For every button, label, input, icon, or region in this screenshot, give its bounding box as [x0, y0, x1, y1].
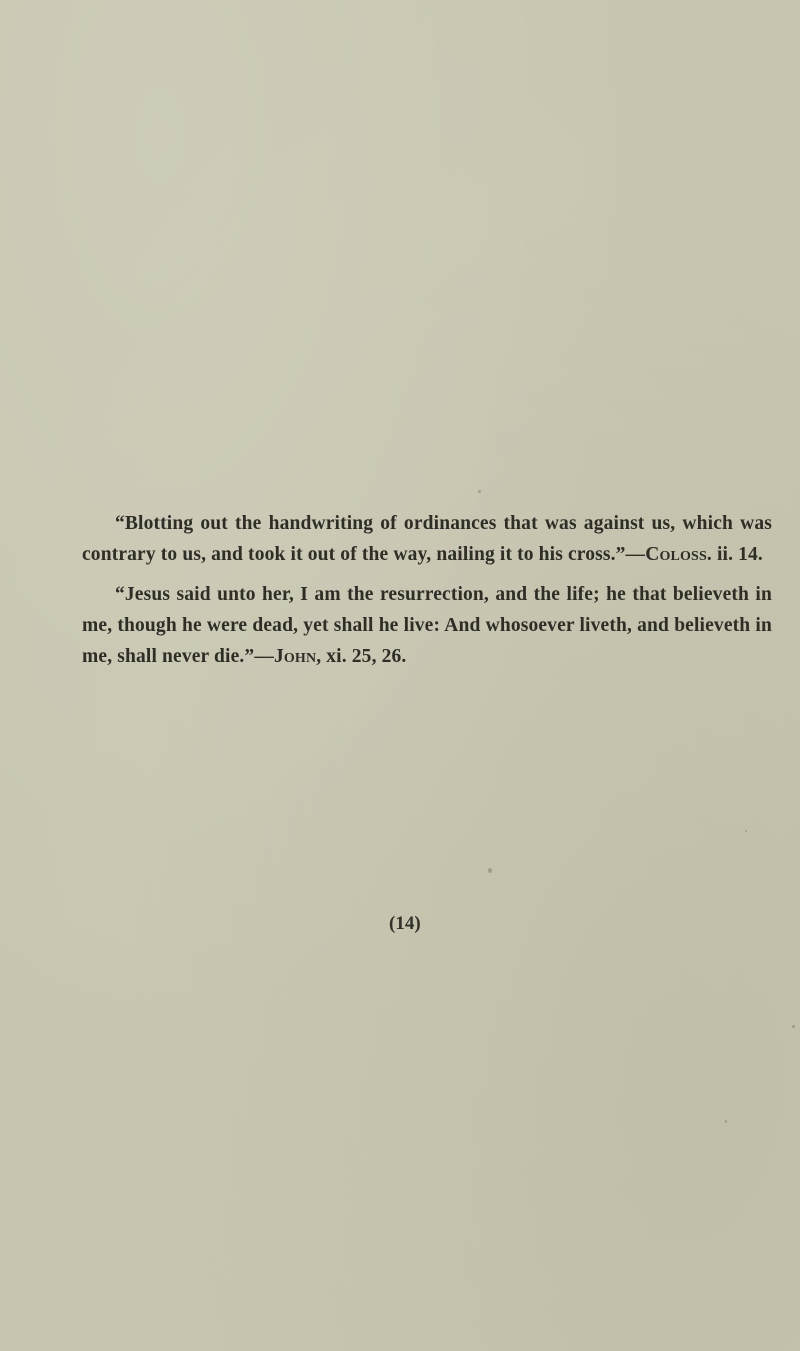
paper-speck	[725, 1120, 727, 1123]
verse-reference-numbers: ii. 14.	[711, 544, 763, 565]
paper-speck	[792, 1025, 795, 1028]
paper-speck	[488, 868, 492, 873]
verse-reference-book: Coloss.	[645, 544, 712, 565]
scripture-text-block	[82, 508, 772, 672]
page-number: (14)	[389, 913, 421, 934]
verse-text: “Blotting out the handwriting of ordinances that was against us, which was contrary to us, and took it out of the way, nailing it to his cross.”—	[82, 513, 772, 565]
paper-speck	[478, 490, 481, 493]
verse-text: “Jesus said unto her, I am the resurrection, and the life; he that believeth in me, though he were dead, yet shall he live: And whosoever liveth, and believeth in me, shall never die.”—	[82, 584, 772, 667]
verse-john	[82, 579, 772, 672]
verse-colossians	[82, 508, 772, 570]
paper-speck	[745, 830, 747, 832]
verse-reference-book: John	[273, 646, 317, 667]
verse-reference-numbers: , xi. 25, 26.	[316, 646, 407, 667]
